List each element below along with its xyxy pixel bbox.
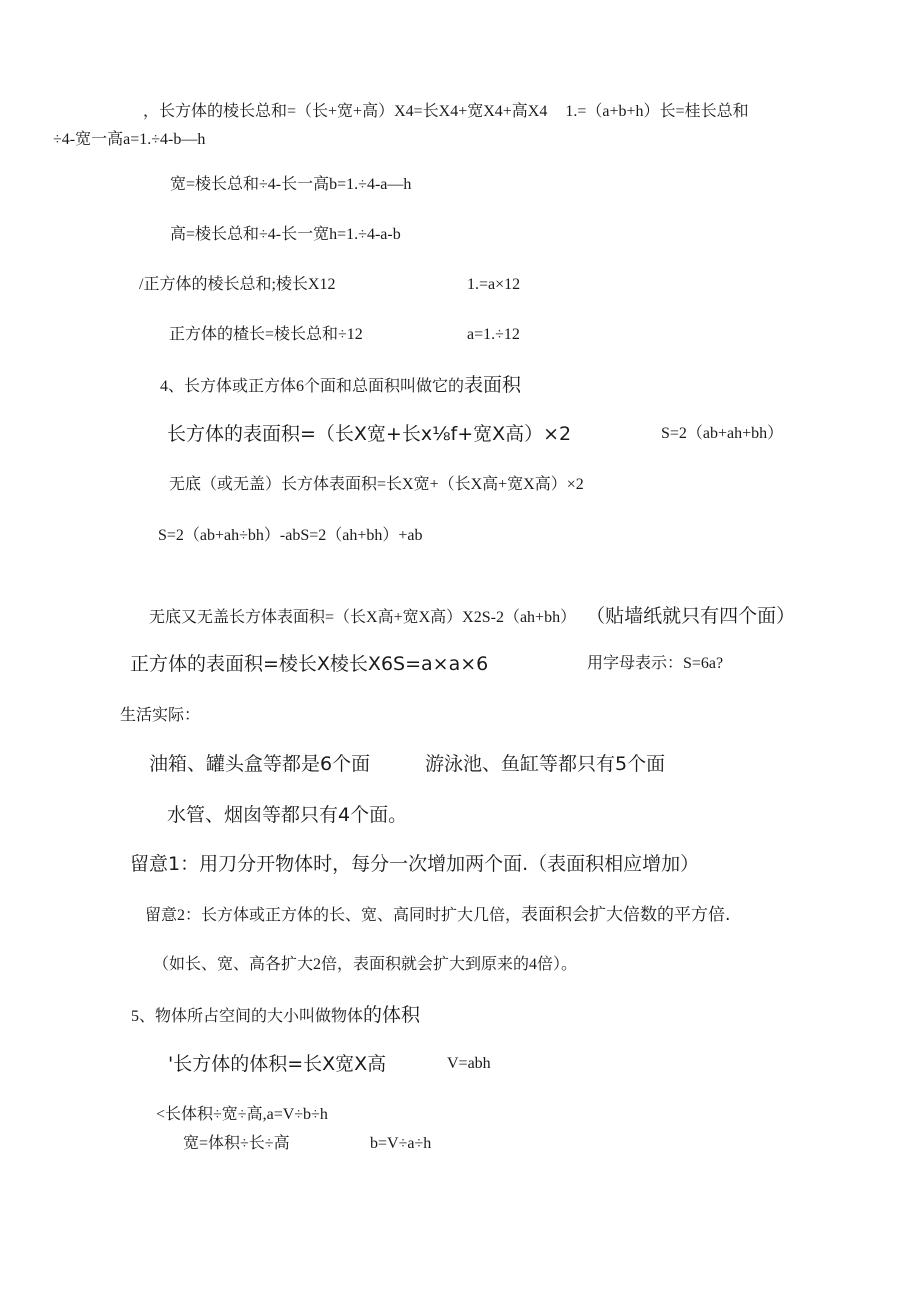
cube-surface-area-line: 正方体的表面积=棱长X棱长X6S=a×a×6 用字母表示：S=6a? xyxy=(130,653,724,675)
width-from-volume-line: 宽=体积÷长÷高 b=V÷a÷h xyxy=(183,1135,432,1152)
section-4-heading: 4、长方体或正方体6个面和总面积叫做它的表面积 xyxy=(160,374,522,396)
cuboid-volume-line: '长方体的体积=长X宽X高 V=abh xyxy=(168,1053,491,1075)
height-formula-line: 高=棱长总和÷4-长一宽h=1.÷4-a-b xyxy=(170,226,401,243)
volume-term: 的体积 xyxy=(363,1004,421,1026)
real-life-heading: 生活实际： xyxy=(120,707,201,724)
open-box-surface-area-line: 无底（或无盖）长方体表面积=长X宽+（长X高+宽X高）×2 xyxy=(169,476,584,493)
cube-edge-length-line: 正方体的楂长=棱长总和÷12 a=1.÷12 xyxy=(169,326,520,343)
cuboid-edge-sum-formula: ，长方体的棱长总和=（长+宽+高）X4=长X4+宽X4+高X4 xyxy=(143,103,548,120)
length-formula-line: ÷4-宽一高a=1.÷4-b—h xyxy=(53,131,206,148)
length-from-volume-line: <长体积÷宽÷高,a=V÷b÷h xyxy=(156,1106,328,1123)
width-formula-line: 宽=棱长总和÷4-长一高b=1.÷4-a—h xyxy=(170,176,412,193)
note-2-example-line: （如长、宽、高各扩大2倍，表面积就会扩大到原来的4倍）。 xyxy=(153,956,578,973)
open-box-letter-formula: S=2（ab+ah÷bh）-abS=2（ah+bh）+ab xyxy=(158,527,423,544)
real-life-examples-line: 油箱、罐头盒等都是6个面 游泳池、鱼缸等都只有5个面 xyxy=(149,753,666,775)
pipe-example-line: 水管、烟囱等都只有4个面。 xyxy=(167,804,408,826)
cube-edge-sum-line: /正方体的棱长总和;棱长X12 1.=a×12 xyxy=(139,276,521,293)
cuboid-surface-area-line: 长方体的表面积=（长X宽+长x⅛f+宽X高）×2 S=2（ab+ah+bh） xyxy=(167,423,784,445)
section-5-heading: 5、物体所占空间的大小叫做物体的体积 xyxy=(131,1004,421,1026)
length-from-edge-sum: 1.=（a+b+h）长=桂长总和 xyxy=(565,103,749,120)
perimeter-formula-line xyxy=(143,101,749,123)
note-2-line: 留意2：长方体或正方体的长、宽、高同时扩大几倍，表面积会扩大倍数的平方倍. xyxy=(145,905,731,925)
no-top-no-bottom-line: 无底又无盖长方体表面积=（长X高+宽X高）X2S-2（ah+bh） （贴墙纸就只有四个面） xyxy=(149,605,796,627)
surface-area-term: 表面积 xyxy=(464,374,522,396)
note-1-line: 留意1：用刀分开物体时，每分一次增加两个面.（表面积相应增加） xyxy=(130,853,700,875)
